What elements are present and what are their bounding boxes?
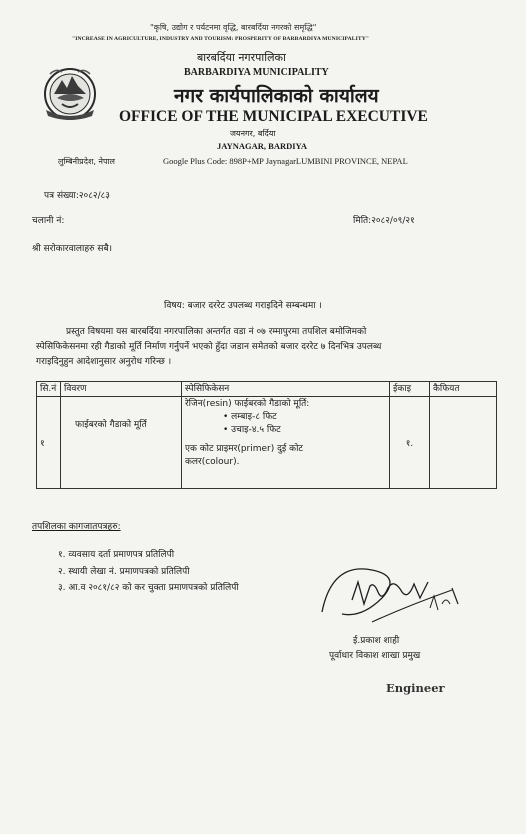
header-serial: सि.नं <box>37 382 61 397</box>
specification-table <box>36 381 497 489</box>
table-header-row <box>37 382 497 397</box>
province-nepali: लुम्बिनीप्रदेश, नेपाल <box>58 157 115 166</box>
place-nepali: जयनगर, बर्दिया <box>230 129 276 138</box>
nepal-emblem-icon <box>40 64 100 122</box>
dispatch-number: चलानी नं: <box>32 216 65 226</box>
table-row <box>37 397 497 489</box>
attachment-item-1: १. व्यवसाय दर्ता प्रमाणपत्र प्रतिलिपी <box>58 550 175 560</box>
spec-bullet-height: • उचाइ-४.५ फिट <box>223 425 281 435</box>
body-line-2: स्पेसिफिकेसनमा रही गैडाको मूर्ति निर्माण गर्नुपर्ने भएको हुँदा जडान समेतको बजार दररेट ७ दिनभित्र उपलब्ध <box>36 342 382 352</box>
letter-number: पत्र संख्या:२०८२/८३ <box>44 191 110 201</box>
cell-specification <box>182 397 390 489</box>
header-unit: ईकाइ <box>390 382 430 397</box>
body-line-1: प्रस्तुत विषयमा यस बारबर्दिया नगरपालिका अन्तर्गत वडा नं ०७ रम्मापुरमा तपशिल बमोजिमको <box>66 327 367 337</box>
handwritten-signature-icon <box>312 552 472 632</box>
motto-english: "INCREASE IN AGRICULTURE, INDUSTRY AND TOURISM: PROSPERITY OF BARBARDIYA MUNICIPALITY" <box>72 36 370 42</box>
signatory-title-english: Engineer <box>386 681 445 695</box>
attachment-item-3: ३. आ.व २०८१/८२ को कर चुक्ता प्रमाणपत्रको प्रतिलिपी <box>58 583 239 593</box>
motto-nepali: "कृषि, उद्योग र पर्यटनमा वृद्धि, बारबर्दिया नगरको समृद्धि" <box>150 23 317 32</box>
spec-bullet-length: • लम्बाइ-८ फिट <box>223 412 277 422</box>
header-specification: स्पेसिफिकेसन <box>182 382 390 397</box>
signatory-designation: पूर्वाधार विकाश शाखा प्रमुख <box>329 651 421 661</box>
header-description: विवरण <box>61 382 182 397</box>
cell-description: फाईबरको गैडाको मूर्ति <box>61 397 182 489</box>
office-title-english: OFFICE OF THE MUNICIPAL EXECUTIVE <box>119 108 428 125</box>
header-remarks: कैफियत <box>430 382 497 397</box>
cell-serial: १ <box>37 397 61 489</box>
spec-title: रेजिन(resin) फाईबरको गैडाको मूर्ति: <box>185 399 310 409</box>
spec-primer: एक कोट प्राइमर(primer) दुई कोट <box>185 444 303 454</box>
body-line-3: गराइदिनुहुन आदेशानुसार अनुरोध गरिन्छ । <box>36 357 172 367</box>
letter-date: मिति:२०८२/०९/२१ <box>353 216 415 226</box>
letter-subject: विषय: बजार दररेट उपलब्ध गराइदिने सम्बन्धमा । <box>164 301 322 311</box>
municipality-name-nepali: बारबर्दिया नगरपालिका <box>197 51 286 64</box>
plus-code: Google Plus Code: 898P+MP JaynagarLUMBINI PROVINCE, NEPAL <box>163 156 408 166</box>
spec-colour: कलर(colour). <box>185 457 240 467</box>
municipality-name-english: BARBARDIYA MUNICIPALITY <box>184 67 329 78</box>
place-english: JAYNAGAR, BARDIYA <box>217 141 308 151</box>
addressee: श्री सरोकारवालाहरु सबै। <box>32 244 113 254</box>
cell-unit: १. <box>390 397 430 489</box>
signatory-name: ई.प्रकाश शाही <box>353 636 400 646</box>
office-title-nepali: नगर कार्यपालिकाको कार्यालय <box>174 85 379 107</box>
attachments-title: तपशिलका कागजातपत्रहरु: <box>32 522 121 532</box>
attachment-item-2: २. स्थायी लेखा नं. प्रमाणपत्रको प्रतिलिपी <box>58 567 190 577</box>
cell-remarks <box>430 397 497 489</box>
